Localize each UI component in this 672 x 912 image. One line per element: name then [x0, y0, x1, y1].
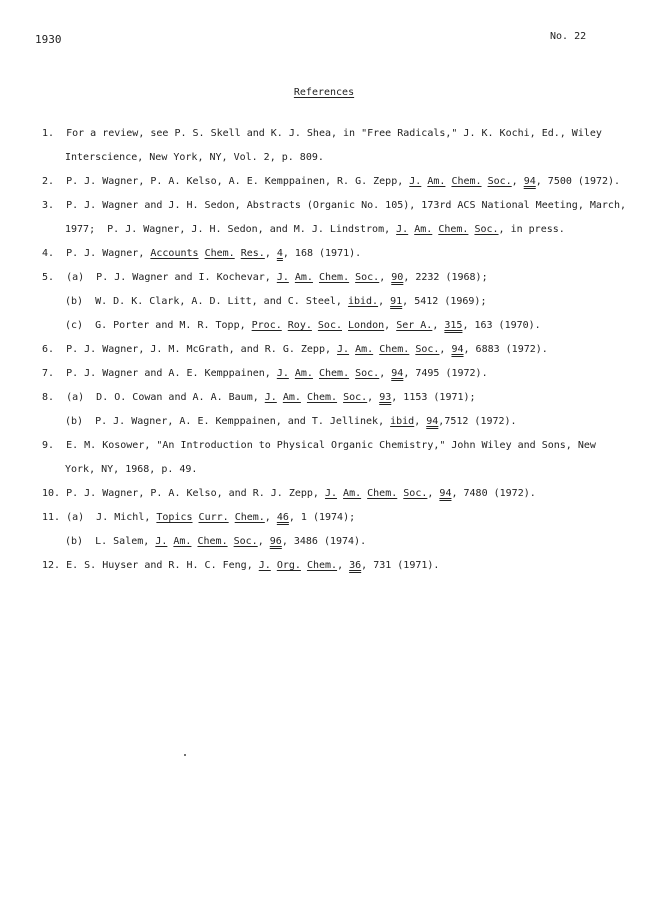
underlined-segment: Chem.	[451, 176, 482, 187]
text-segment: 6. P. J. Wagner, J. M. McGrath, and R. G. Zepp,	[42, 344, 338, 355]
underlined-segment: Soc.	[233, 536, 258, 547]
text-segment: ,	[414, 416, 427, 427]
text-segment: ,7512 (1972).	[438, 416, 517, 427]
underlined-segment: Chem.	[318, 272, 350, 283]
text-segment: 10. P. J. Wagner, P. A. Kelso, and R. J. Zepp,	[42, 488, 325, 499]
underlined-segment: Soc.	[403, 488, 428, 499]
text-segment: ,	[367, 392, 380, 403]
text-segment: , 731 (1971).	[361, 560, 440, 571]
page-number: 1930	[35, 33, 62, 46]
text-segment: , 5412 (1969);	[402, 296, 487, 307]
underlined-segment: ibid	[390, 416, 415, 427]
text-segment: York, NY, 1968, p. 49.	[65, 464, 198, 475]
underlined-segment: ibid.	[347, 296, 379, 307]
underlined-segment: 91	[390, 296, 403, 307]
reference-line	[42, 368, 488, 380]
underlined-segment: 93	[379, 392, 392, 403]
text-segment: ,	[384, 320, 397, 331]
text-segment: 7. P. J. Wagner and A. E. Kemppainen,	[42, 368, 277, 379]
reference-line	[42, 272, 488, 284]
reference-line	[42, 344, 548, 356]
journal-number: No. 22	[550, 31, 587, 42]
underlined-segment: Soc.	[343, 392, 368, 403]
reference-line	[42, 392, 476, 404]
underlined-segment: 36	[349, 560, 362, 571]
reference-line	[65, 224, 565, 236]
underlined-segment: Am.	[427, 176, 446, 187]
underlined-segment: Chem.	[438, 224, 469, 235]
underlined-segment: Chem.	[306, 392, 338, 403]
reference-line	[65, 536, 366, 548]
references-heading: References	[293, 87, 355, 98]
reference-line	[42, 488, 536, 500]
text-segment: , in press.	[498, 224, 565, 235]
reference-line	[65, 416, 517, 428]
underlined-segment: 94	[451, 344, 464, 355]
text-segment: ,	[264, 248, 277, 259]
text-segment: ,	[257, 536, 270, 547]
reference-line	[42, 176, 620, 188]
underlined-segment: Soc.	[355, 272, 380, 283]
underlined-segment: Ser A.	[396, 320, 433, 331]
underlined-segment: 4	[276, 248, 283, 259]
text-segment: , 1 (1974);	[288, 512, 356, 523]
underlined-segment: Am.	[282, 392, 301, 403]
underlined-segment: Accounts	[150, 248, 199, 259]
underlined-segment: Soc.	[474, 224, 499, 235]
reference-line	[65, 296, 486, 308]
text-segment: 5. (a) P. J. Wagner and I. Kochevar,	[42, 272, 277, 283]
underlined-segment: Am.	[173, 536, 192, 547]
underlined-segment: J.	[409, 176, 422, 187]
underlined-segment: 90	[391, 272, 404, 283]
reference-line	[42, 512, 355, 524]
underlined-segment: Soc.	[415, 344, 440, 355]
text-segment: , 7495 (1972).	[403, 368, 488, 379]
text-segment: , 7500 (1972).	[535, 176, 621, 187]
underlined-segment: Proc.	[251, 320, 282, 331]
underlined-segment: Soc.	[487, 176, 512, 187]
underlined-segment: Topics	[156, 512, 193, 523]
underlined-segment: Org.	[276, 560, 301, 571]
underlined-segment: 315	[444, 320, 463, 331]
underlined-segment: 46	[276, 512, 289, 523]
underlined-segment: J.	[276, 272, 289, 283]
text-segment: ,	[379, 272, 392, 283]
underlined-segment: Chem.	[318, 368, 350, 379]
text-segment: , 7480 (1972).	[451, 488, 536, 499]
underlined-segment: 94	[426, 416, 439, 427]
text-segment: 1. For a review, see P. S. Skell and K. J. Shea, in "Free Radicals," J. K. Kochi, Ed., Wiley	[42, 128, 602, 139]
text-segment: ,	[378, 296, 391, 307]
text-segment: 2. P. J. Wagner, P. A. Kelso, A. E. Kemppainen, R. G. Zepp,	[42, 176, 410, 187]
text-segment: 3. P. J. Wagner and J. H. Sedon, Abstracts (Organic No. 105), 173rd ACS National Meeting, March,	[42, 200, 626, 211]
underlined-segment: Am.	[355, 344, 374, 355]
underlined-segment: 94	[523, 176, 536, 187]
text-segment: (b) P. J. Wagner, A. E. Kemppainen, and T. Jellinek,	[65, 416, 391, 427]
reference-line	[65, 320, 541, 332]
underlined-segment: 94	[391, 368, 404, 379]
text-segment: , 1153 (1971);	[391, 392, 476, 403]
reference-line	[42, 440, 596, 452]
reference-line	[42, 248, 361, 260]
underlined-segment: Soc.	[355, 368, 380, 379]
text-segment: (c) G. Porter and M. R. Topp,	[65, 320, 252, 331]
reference-line	[42, 128, 602, 140]
text-segment: ,	[337, 560, 350, 571]
underlined-segment: Chem.	[367, 488, 398, 499]
underlined-segment: Chem.	[306, 560, 338, 571]
underlined-segment: 94	[439, 488, 452, 499]
underlined-segment: Res.	[240, 248, 265, 259]
text-segment: 12. E. S. Huyser and R. H. C. Feng,	[42, 560, 259, 571]
text-segment: , 3486 (1974).	[281, 536, 367, 547]
underlined-segment: J.	[337, 344, 350, 355]
underlined-segment: London	[348, 320, 385, 331]
text-segment: Interscience, New York, NY, Vol. 2, p. 809.	[65, 152, 324, 163]
text-segment: ,	[432, 320, 445, 331]
stray-dot	[184, 754, 186, 756]
underlined-segment: Roy.	[287, 320, 312, 331]
text-segment: , 168 (1971).	[282, 248, 362, 259]
text-segment: , 6883 (1972).	[463, 344, 548, 355]
text-segment: 8. (a) D. O. Cowan and A. A. Baum,	[42, 392, 265, 403]
reference-line	[42, 200, 626, 212]
underlined-segment: J.	[258, 560, 271, 571]
underlined-segment: Curr.	[198, 512, 229, 523]
reference-line	[65, 152, 324, 164]
underlined-segment: Chem.	[197, 536, 228, 547]
underlined-segment: 96	[269, 536, 282, 547]
text-segment: 1977; P. J. Wagner, J. H. Sedon, and M. J. Lindstrom,	[65, 224, 397, 235]
underlined-segment: J.	[324, 488, 338, 499]
underlined-segment: J.	[276, 368, 289, 379]
reference-line	[42, 560, 439, 572]
underlined-segment: Am.	[343, 488, 362, 499]
text-segment: , 2232 (1968);	[403, 272, 488, 283]
underlined-segment: Chem.	[379, 344, 410, 355]
underlined-segment: Chem.	[204, 248, 235, 259]
underlined-segment: Am.	[414, 224, 433, 235]
text-segment: ,	[427, 488, 440, 499]
underlined-segment: Am.	[294, 272, 313, 283]
text-segment: ,	[511, 176, 524, 187]
underlined-segment: Soc.	[317, 320, 342, 331]
underlined-segment: Chem.	[234, 512, 265, 523]
reference-line	[65, 464, 197, 476]
text-segment: (b) L. Salem,	[65, 536, 156, 547]
underlined-segment: J.	[396, 224, 409, 235]
underlined-segment: Am.	[294, 368, 313, 379]
text-segment: 9. E. M. Kosower, "An Introduction to Physical Organic Chemistry," John Wiley and Sons, New	[42, 440, 596, 451]
text-segment: (b) W. D. K. Clark, A. D. Litt, and C. Steel,	[65, 296, 348, 307]
text-segment: , 163 (1970).	[462, 320, 541, 331]
underlined-segment: J.	[264, 392, 277, 403]
text-segment: ,	[264, 512, 277, 523]
text-segment: 4. P. J. Wagner,	[42, 248, 151, 259]
text-segment: ,	[439, 344, 452, 355]
text-segment: ,	[379, 368, 392, 379]
text-segment: 11. (a) J. Michl,	[42, 512, 157, 523]
underlined-segment: J.	[155, 536, 168, 547]
